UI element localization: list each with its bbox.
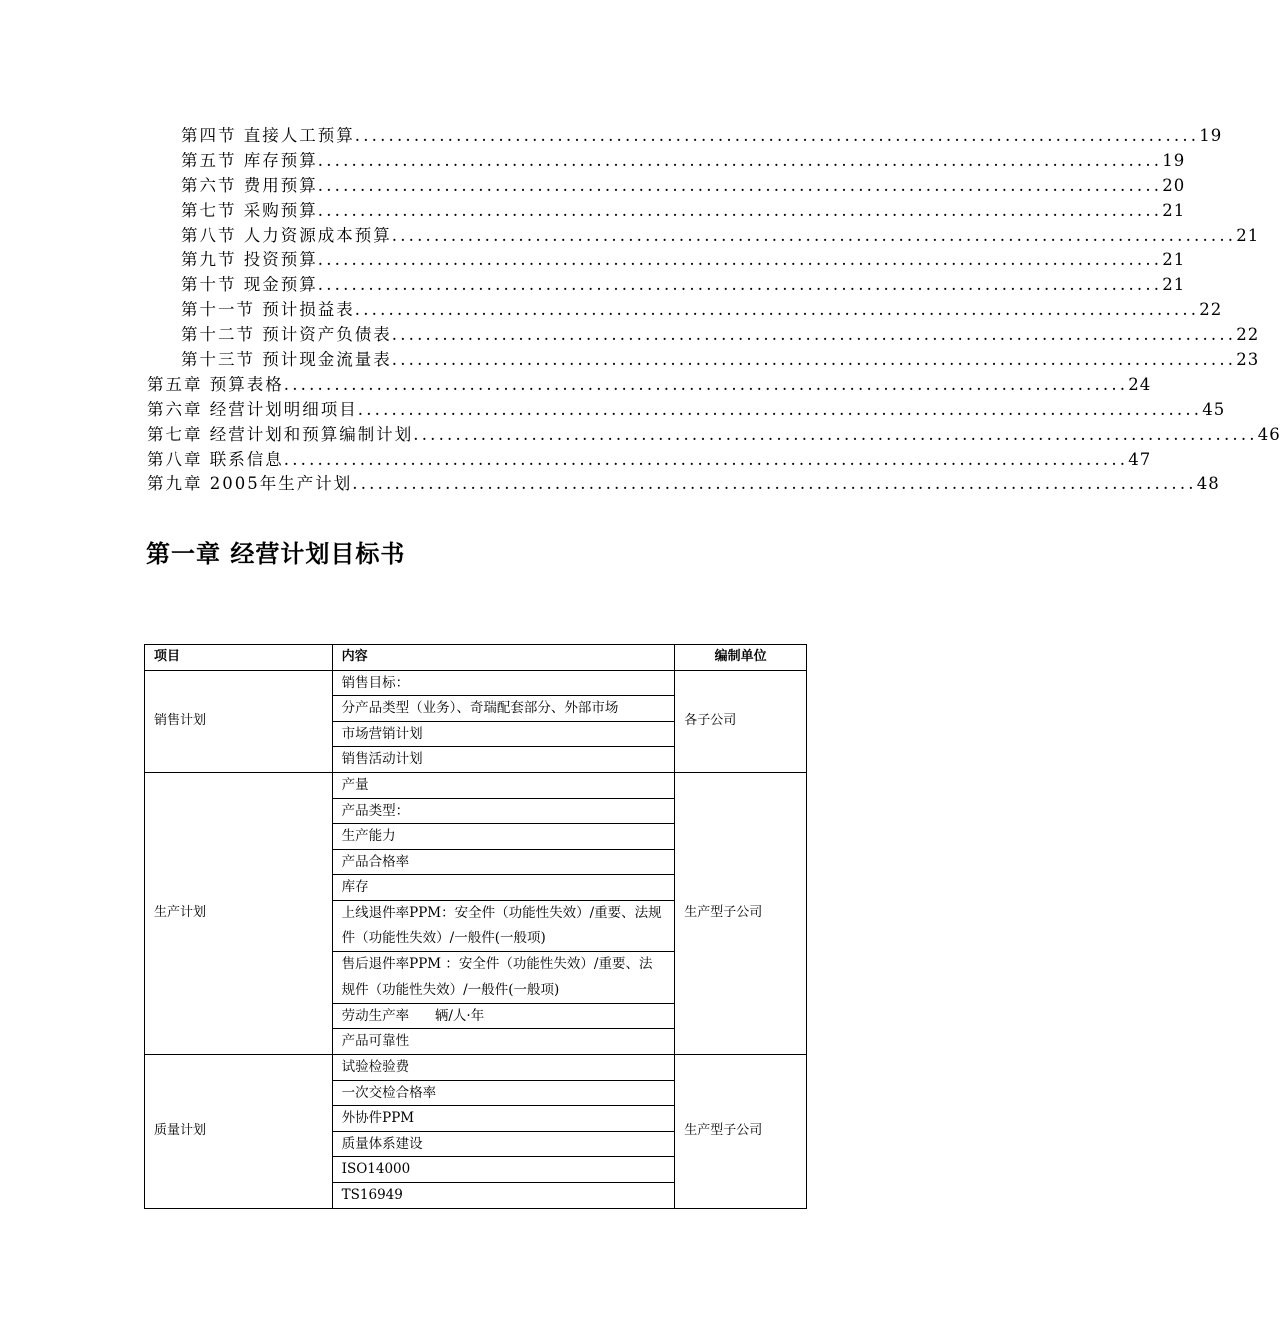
unit-cell-production: 生产型子公司 (675, 772, 807, 1054)
toc-entry[interactable] (0, 248, 1186, 273)
toc-leader-dots: .................................................................................................... (354, 300, 1200, 320)
toc-entry-label: 第十二节 预计资产负债表 (181, 325, 392, 345)
toc-leader-dots: .................................................................................................... (317, 250, 1163, 270)
toc-leader-dots: .................................................................................................... (391, 225, 1237, 245)
toc-entry-label: 第十三节 预计现金流量表 (181, 350, 392, 369)
toc-entry[interactable] (0, 273, 1186, 298)
content-cell: 销售目标： (332, 670, 675, 696)
content-cell: 分产品类型（业务）、奇瑞配套部分、外部市场 (332, 696, 675, 722)
toc-entry-page: 47 (1128, 449, 1152, 469)
table-of-contents (0, 124, 1281, 497)
toc-entry[interactable] (0, 348, 1260, 373)
toc-entry[interactable] (0, 373, 1152, 398)
toc-entry-page: 22 (1199, 300, 1223, 320)
toc-entry[interactable] (0, 448, 1152, 473)
content-cell: 上线退件率PPM：安全件（功能性失效）/重要、法规件（功能性失效）/一般件(一般项) (332, 900, 675, 951)
toc-entry-page: 24 (1128, 374, 1152, 394)
content-cell: TS16949 (332, 1182, 675, 1208)
toc-leader-dots: .................................................................................................... (352, 474, 1197, 494)
toc-leader-dots: .................................................................................................... (357, 399, 1203, 419)
category-cell-production: 生产计划 (145, 772, 333, 1054)
toc-entry-label: 第六章 经营计划明细项目 (147, 399, 358, 419)
content-cell: 售后退件率PPM ：安全件（功能性失效）/重要、法规件（功能性失效）/一般件(一般项) (332, 952, 675, 1003)
unit-cell-quality: 生产型子公司 (675, 1054, 807, 1208)
content-cell: 产品可靠性 (332, 1029, 675, 1055)
content-cell: 试验检验费 (332, 1054, 675, 1080)
content-cell: 一次交检合格率 (332, 1080, 675, 1106)
toc-entry-label: 第十一节 预计损益表 (181, 300, 355, 320)
table-row (145, 1054, 807, 1080)
toc-entry-page: 46 (1257, 424, 1281, 444)
column-header-item: 项目 (145, 645, 333, 671)
category-cell-sales: 销售计划 (145, 670, 333, 772)
toc-entry-page: 21 (1236, 225, 1260, 245)
table-header-row (145, 645, 807, 671)
content-cell: 产品合格率 (332, 849, 675, 875)
toc-leader-dots: .................................................................................................... (317, 200, 1163, 220)
table-row (145, 772, 807, 798)
table-row (145, 670, 807, 696)
toc-leader-dots: .................................................................................................... (283, 449, 1129, 469)
toc-entry-label: 第七章 经营计划和预算编制计划 (147, 424, 414, 444)
toc-entry[interactable] (0, 398, 1226, 423)
toc-entry[interactable] (0, 298, 1223, 323)
content-cell: ISO14000 (332, 1157, 675, 1183)
content-cell: 外协件PPM (332, 1106, 675, 1132)
content-cell: 库存 (332, 875, 675, 901)
toc-entry[interactable] (0, 174, 1186, 199)
toc-entry-page: 21 (1162, 200, 1186, 220)
content-cell: 质量体系建设 (332, 1131, 675, 1157)
toc-entry[interactable] (0, 224, 1260, 249)
column-header-unit: 编制单位 (675, 645, 807, 671)
toc-entry-label: 第四节 直接人工预算 (181, 125, 355, 145)
toc-leader-dots: .................................................................................................... (354, 125, 1200, 145)
toc-leader-dots: .................................................................................................... (391, 325, 1237, 345)
toc-entry-page: 19 (1162, 150, 1186, 170)
toc-entry-label: 第五节 库存预算 (181, 150, 318, 170)
toc-entry-page: 48 (1196, 474, 1220, 494)
plan-table (144, 644, 807, 1209)
toc-leader-dots: .................................................................................................... (283, 374, 1129, 394)
toc-leader-dots: .................................................................................................... (317, 150, 1163, 170)
toc-entry[interactable] (0, 323, 1260, 348)
toc-entry-page: 45 (1202, 399, 1226, 419)
toc-leader-dots: .................................................................................................... (317, 175, 1163, 195)
toc-entry-label: 第九节 投资预算 (181, 250, 318, 270)
toc-entry-page: 21 (1162, 275, 1186, 295)
toc-leader-dots: .................................................................................................... (391, 350, 1237, 369)
toc-entry-label: 第九章 2005年生产计划 (147, 474, 353, 494)
content-cell: 劳动生产率 辆/人·年 (332, 1003, 675, 1029)
toc-entry[interactable] (0, 199, 1186, 224)
toc-entry-label: 第十节 现金预算 (181, 275, 318, 295)
unit-cell-sales: 各子公司 (675, 670, 807, 772)
toc-entry[interactable] (0, 472, 1220, 497)
content-cell: 销售活动计划 (332, 747, 675, 773)
toc-entry-page: 23 (1236, 350, 1260, 369)
content-cell: 产量 (332, 772, 675, 798)
category-cell-quality: 质量计划 (145, 1054, 333, 1208)
content-cell: 生产能力 (332, 824, 675, 850)
toc-entry-label: 第五章 预算表格 (147, 374, 284, 394)
toc-leader-dots: .................................................................................................... (317, 275, 1163, 295)
chapter-heading: 第一章 经营计划目标书 (146, 540, 406, 568)
toc-entry-page: 21 (1162, 250, 1186, 270)
toc-entry-label: 第八节 人力资源成本预算 (181, 225, 392, 245)
toc-entry-label: 第七节 采购预算 (181, 200, 318, 220)
toc-entry-label: 第六节 费用预算 (181, 175, 318, 195)
toc-entry[interactable] (0, 423, 1281, 448)
column-header-content: 内容 (332, 645, 675, 671)
toc-entry-page: 19 (1199, 125, 1223, 145)
toc-entry-page: 20 (1162, 175, 1186, 195)
toc-entry-label: 第八章 联系信息 (147, 449, 284, 469)
toc-entry[interactable] (0, 149, 1186, 174)
toc-entry[interactable] (0, 124, 1223, 149)
content-cell: 市场营销计划 (332, 721, 675, 747)
toc-entry-page: 22 (1236, 325, 1260, 345)
content-cell: 产品类型： (332, 798, 675, 824)
toc-leader-dots: .................................................................................................... (413, 424, 1258, 444)
